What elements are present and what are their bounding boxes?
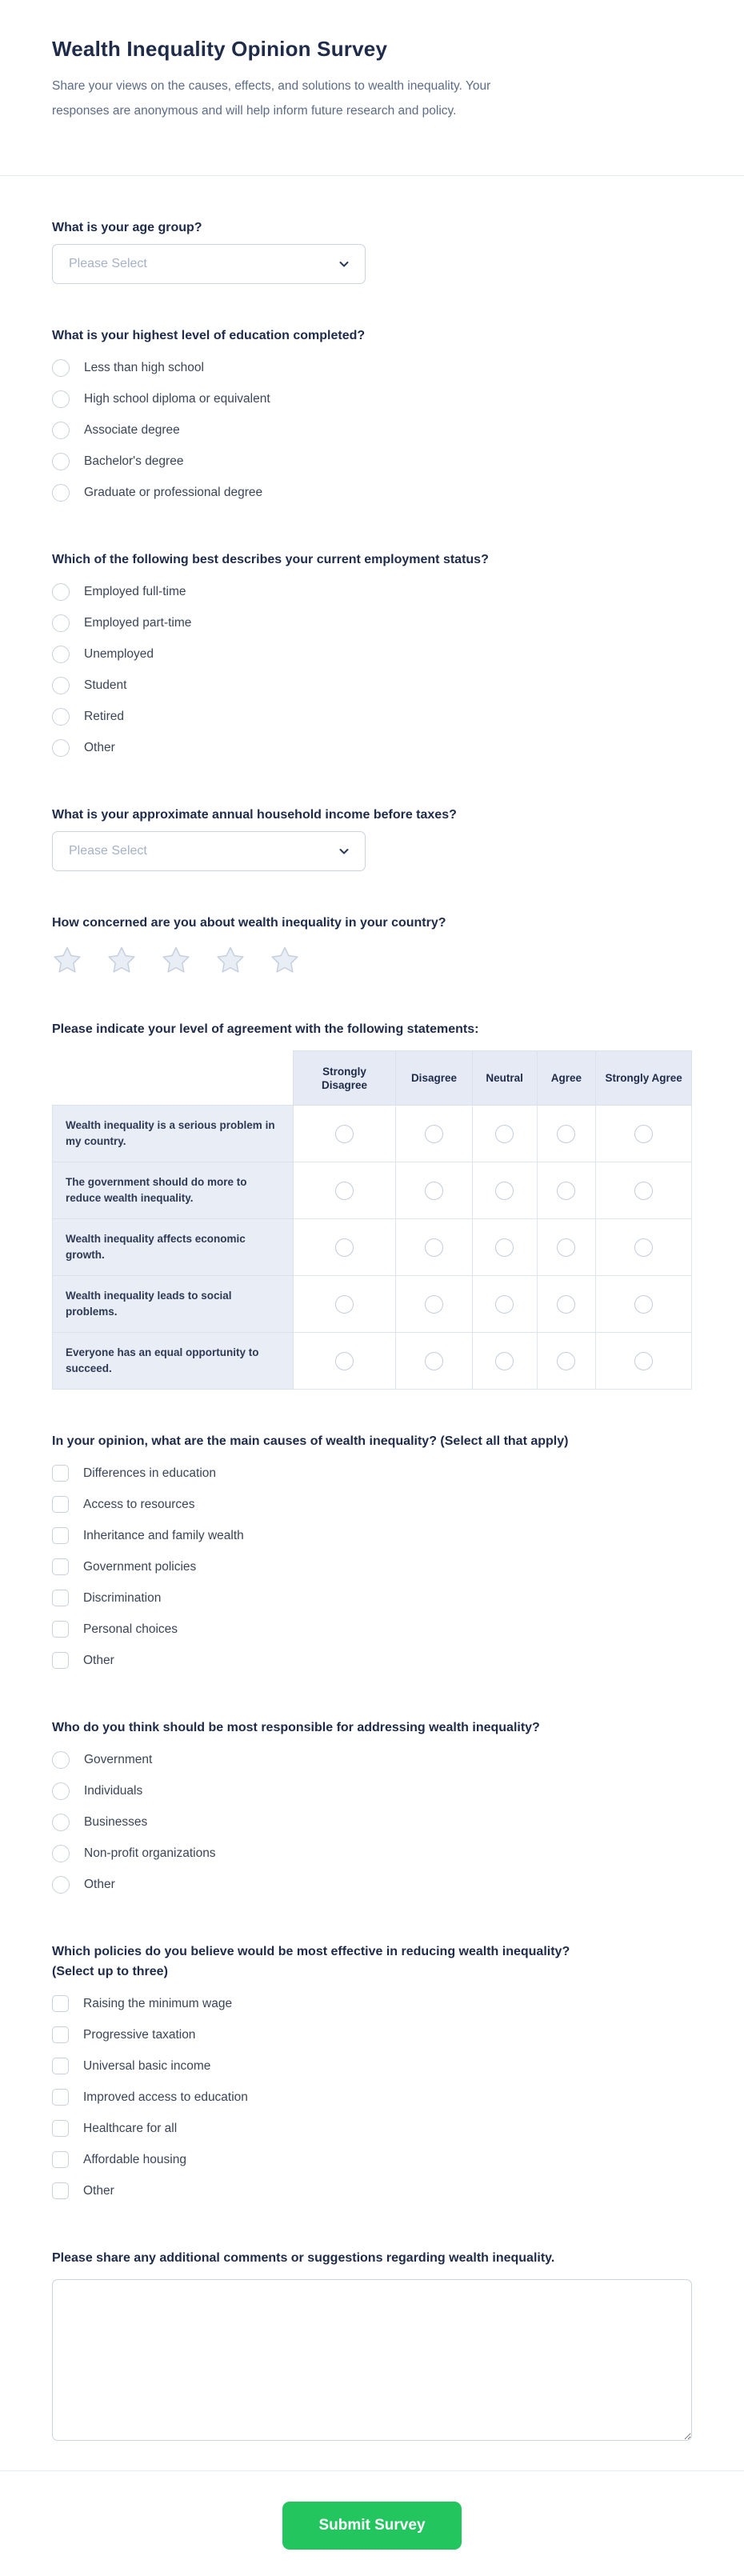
responsible-radio[interactable] bbox=[52, 1814, 70, 1831]
radio-option[interactable] bbox=[52, 1744, 152, 1775]
option-label: Retired bbox=[84, 709, 124, 723]
survey-header bbox=[0, 0, 744, 176]
option-label: Student bbox=[84, 678, 127, 692]
chevron-down-icon bbox=[338, 258, 350, 270]
question-label: Which policies do you believe would be most effective in reducing wealth inequality? (Select up to three) bbox=[52, 1945, 570, 1978]
responsible-options bbox=[52, 1744, 692, 1900]
survey-form bbox=[0, 218, 744, 2445]
submit-button[interactable]: Submit Survey bbox=[282, 2502, 462, 2550]
option-label: Progressive taxation bbox=[83, 2027, 196, 2042]
option-label: Healthcare for all bbox=[83, 2121, 178, 2135]
matrix-row bbox=[53, 1106, 692, 1162]
matrix-radio[interactable] bbox=[335, 1295, 354, 1314]
policies-checkbox[interactable] bbox=[52, 2026, 69, 2043]
matrix-radio[interactable] bbox=[557, 1182, 575, 1200]
income-select-value: Please Select bbox=[69, 844, 147, 858]
question-agreement bbox=[52, 1019, 692, 1390]
employment-radio[interactable] bbox=[52, 614, 70, 632]
policies-checkbox[interactable] bbox=[52, 2151, 69, 2168]
checkbox-option[interactable] bbox=[52, 1582, 161, 1614]
checkbox-option[interactable] bbox=[52, 1551, 196, 1582]
option-label: Access to resources bbox=[83, 1497, 195, 1511]
chevron-down-icon bbox=[338, 845, 350, 858]
survey-description: Share your views on the causes, effects, and solutions to wealth inequality. Your responses are anonymous and will help inform future research and policy. bbox=[52, 79, 491, 118]
education-radio[interactable] bbox=[52, 359, 70, 377]
option-label: Affordable housing bbox=[83, 2152, 186, 2166]
option-label: Government bbox=[84, 1752, 153, 1766]
matrix-row bbox=[53, 1162, 692, 1219]
checkbox-option[interactable] bbox=[52, 2050, 210, 2082]
option-label: Bachelor's degree bbox=[84, 454, 184, 468]
matrix-radio[interactable] bbox=[557, 1295, 575, 1314]
causes-checkbox[interactable] bbox=[52, 1590, 69, 1606]
matrix-radio[interactable] bbox=[495, 1238, 514, 1257]
causes-checkbox[interactable] bbox=[52, 1527, 69, 1544]
radio-option[interactable] bbox=[52, 1838, 216, 1869]
option-label: Discrimination bbox=[83, 1590, 162, 1605]
star-rating bbox=[52, 942, 692, 978]
option-label: Other bbox=[83, 1653, 114, 1667]
matrix-header-row bbox=[53, 1051, 692, 1106]
radio-option[interactable] bbox=[52, 446, 183, 477]
matrix-row bbox=[53, 1276, 692, 1333]
checkbox-option[interactable] bbox=[52, 1489, 195, 1520]
checkbox-option[interactable] bbox=[52, 1614, 178, 1645]
matrix-radio[interactable] bbox=[495, 1125, 514, 1143]
matrix-radio[interactable] bbox=[495, 1182, 514, 1200]
radio-option[interactable] bbox=[52, 1806, 147, 1838]
question-label: In your opinion, what are the main causes of wealth inequality? (Select all that apply) bbox=[52, 1434, 569, 1448]
radio-option[interactable] bbox=[52, 576, 186, 607]
question-policies bbox=[52, 1942, 692, 2206]
employment-options bbox=[52, 576, 692, 763]
option-label: Differences in education bbox=[83, 1466, 217, 1480]
policies-options bbox=[52, 1988, 692, 2206]
matrix-radio[interactable] bbox=[557, 1238, 575, 1257]
question-age bbox=[52, 218, 692, 284]
radio-option[interactable] bbox=[52, 383, 270, 414]
question-income bbox=[52, 805, 692, 871]
question-employment bbox=[52, 550, 692, 763]
checkbox-option[interactable] bbox=[52, 1520, 244, 1551]
matrix-radio[interactable] bbox=[425, 1182, 443, 1200]
question-label: What is your highest level of education completed? bbox=[52, 329, 366, 342]
employment-radio[interactable] bbox=[52, 739, 70, 757]
employment-radio[interactable] bbox=[52, 677, 70, 694]
radio-option[interactable] bbox=[52, 607, 191, 638]
age-select[interactable] bbox=[52, 244, 366, 284]
radio-option[interactable] bbox=[52, 732, 115, 763]
radio-option[interactable] bbox=[52, 477, 262, 508]
matrix-radio[interactable] bbox=[557, 1352, 575, 1370]
question-label: Please indicate your level of agreement with the following statements: bbox=[52, 1022, 479, 1036]
question-label: Which of the following best describes your current employment status? bbox=[52, 553, 489, 566]
footer bbox=[0, 2471, 744, 2576]
radio-option[interactable] bbox=[52, 414, 180, 446]
option-label: Employed full-time bbox=[84, 584, 186, 598]
policies-checkbox[interactable] bbox=[52, 2058, 69, 2074]
matrix-column-header: Agree bbox=[537, 1051, 596, 1106]
star-icon-5[interactable] bbox=[270, 945, 300, 975]
causes-checkbox[interactable] bbox=[52, 1558, 69, 1575]
policies-checkbox[interactable] bbox=[52, 2182, 69, 2199]
radio-option[interactable] bbox=[52, 701, 124, 732]
responsible-radio[interactable] bbox=[52, 1751, 70, 1769]
matrix-radio[interactable] bbox=[425, 1238, 443, 1257]
star-icon-2[interactable] bbox=[106, 945, 137, 975]
question-label: What is your age group? bbox=[52, 221, 202, 234]
matrix-radio[interactable] bbox=[425, 1295, 443, 1314]
age-select-value: Please Select bbox=[69, 257, 147, 270]
matrix-radio[interactable] bbox=[495, 1352, 514, 1370]
causes-options bbox=[52, 1458, 692, 1676]
matrix-radio[interactable] bbox=[495, 1295, 514, 1314]
checkbox-option[interactable] bbox=[52, 2019, 195, 2050]
matrix-radio[interactable] bbox=[425, 1352, 443, 1370]
matrix-statement: Everyone has an equal opportunity to succeed. bbox=[53, 1333, 294, 1390]
policies-checkbox[interactable] bbox=[52, 2120, 69, 2137]
radio-option[interactable] bbox=[52, 1775, 142, 1806]
radio-option[interactable] bbox=[52, 670, 126, 701]
income-select[interactable] bbox=[52, 831, 366, 871]
matrix-radio[interactable] bbox=[335, 1352, 354, 1370]
question-causes bbox=[52, 1431, 692, 1676]
matrix-radio[interactable] bbox=[634, 1238, 653, 1257]
star-icon-3[interactable] bbox=[161, 945, 191, 975]
matrix-column-header: Strongly Disagree bbox=[293, 1051, 395, 1106]
causes-checkbox[interactable] bbox=[52, 1652, 69, 1669]
responsible-radio[interactable] bbox=[52, 1876, 70, 1894]
responsible-radio[interactable] bbox=[52, 1845, 70, 1862]
option-label: Unemployed bbox=[84, 646, 154, 661]
education-radio[interactable] bbox=[52, 453, 70, 470]
option-label: Associate degree bbox=[84, 422, 180, 437]
star-icon-4[interactable] bbox=[215, 945, 246, 975]
matrix-radio[interactable] bbox=[634, 1352, 653, 1370]
policies-checkbox[interactable] bbox=[52, 2089, 69, 2106]
agreement-matrix-wrap bbox=[52, 1050, 692, 1390]
star-icon-1[interactable] bbox=[52, 945, 82, 975]
matrix-statement: Wealth inequality leads to social problems. bbox=[53, 1276, 294, 1333]
option-label: High school diploma or equivalent bbox=[84, 391, 270, 406]
matrix-radio[interactable] bbox=[425, 1125, 443, 1143]
employment-radio[interactable] bbox=[52, 646, 70, 663]
causes-checkbox[interactable] bbox=[52, 1621, 69, 1638]
option-label: Less than high school bbox=[84, 360, 204, 374]
question-label: How concerned are you about wealth inequality in your country? bbox=[52, 916, 446, 930]
checkbox-option[interactable] bbox=[52, 2175, 114, 2206]
option-label: Businesses bbox=[84, 1814, 148, 1829]
checkbox-option[interactable] bbox=[52, 2144, 186, 2175]
option-label: Employed part-time bbox=[84, 615, 192, 630]
question-label: What is your approximate annual household income before taxes? bbox=[52, 808, 457, 822]
radio-option[interactable] bbox=[52, 638, 154, 670]
comments-textarea[interactable] bbox=[52, 2279, 692, 2441]
checkbox-option[interactable] bbox=[52, 1645, 114, 1676]
matrix-radio[interactable] bbox=[634, 1295, 653, 1314]
question-label: Please share any additional comments or suggestions regarding wealth inequality. bbox=[52, 2251, 555, 2265]
option-label: Raising the minimum wage bbox=[83, 1996, 233, 2010]
option-label: Non-profit organizations bbox=[84, 1846, 216, 1860]
option-label: Universal basic income bbox=[83, 2058, 211, 2073]
matrix-statement: Wealth inequality is a serious problem in my country. bbox=[53, 1106, 294, 1162]
option-label: Inheritance and family wealth bbox=[83, 1528, 244, 1542]
matrix-row bbox=[53, 1219, 692, 1276]
agreement-matrix bbox=[52, 1050, 692, 1390]
question-comments bbox=[52, 2248, 692, 2445]
question-responsible bbox=[52, 1718, 692, 1900]
matrix-radio[interactable] bbox=[335, 1238, 354, 1257]
matrix-radio[interactable] bbox=[634, 1125, 653, 1143]
matrix-column-header: Disagree bbox=[396, 1051, 473, 1106]
education-radio[interactable] bbox=[52, 484, 70, 502]
checkbox-option[interactable] bbox=[52, 1988, 232, 2019]
causes-checkbox[interactable] bbox=[52, 1465, 69, 1482]
option-label: Other bbox=[84, 740, 115, 754]
option-label: Personal choices bbox=[83, 1622, 178, 1636]
page-title: Wealth Inequality Opinion Survey bbox=[52, 37, 388, 61]
option-label: Government policies bbox=[83, 1559, 197, 1574]
radio-option[interactable] bbox=[52, 1869, 115, 1900]
radio-option[interactable] bbox=[52, 352, 204, 383]
matrix-column-header: Neutral bbox=[472, 1051, 537, 1106]
question-label: Who do you think should be most responsible for addressing wealth inequality? bbox=[52, 1721, 540, 1734]
option-label: Individuals bbox=[84, 1783, 143, 1798]
checkbox-option[interactable] bbox=[52, 2082, 248, 2113]
matrix-radio[interactable] bbox=[335, 1125, 354, 1143]
matrix-column-header: Strongly Agree bbox=[596, 1051, 692, 1106]
checkbox-option[interactable] bbox=[52, 2113, 177, 2144]
matrix-radio[interactable] bbox=[335, 1182, 354, 1200]
matrix-corner-cell bbox=[53, 1051, 294, 1106]
question-concern bbox=[52, 913, 692, 978]
option-label: Other bbox=[84, 1877, 115, 1891]
education-options bbox=[52, 352, 692, 508]
matrix-row bbox=[53, 1333, 692, 1390]
checkbox-option[interactable] bbox=[52, 1458, 216, 1489]
employment-radio[interactable] bbox=[52, 708, 70, 726]
education-radio[interactable] bbox=[52, 422, 70, 439]
option-label: Other bbox=[83, 2183, 114, 2198]
question-education bbox=[52, 326, 692, 508]
responsible-radio[interactable] bbox=[52, 1782, 70, 1800]
matrix-statement: Wealth inequality affects economic growth. bbox=[53, 1219, 294, 1276]
matrix-radio[interactable] bbox=[557, 1125, 575, 1143]
education-radio[interactable] bbox=[52, 390, 70, 408]
option-label: Graduate or professional degree bbox=[84, 485, 263, 499]
employment-radio[interactable] bbox=[52, 583, 70, 601]
option-label: Improved access to education bbox=[83, 2090, 248, 2104]
causes-checkbox[interactable] bbox=[52, 1496, 69, 1513]
policies-checkbox[interactable] bbox=[52, 1995, 69, 2012]
matrix-radio[interactable] bbox=[634, 1182, 653, 1200]
matrix-statement: The government should do more to reduce wealth inequality. bbox=[53, 1162, 294, 1219]
